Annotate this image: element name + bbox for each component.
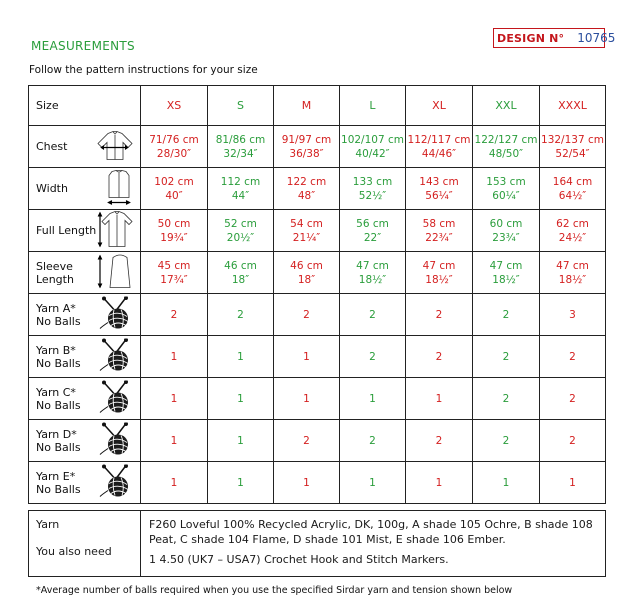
value-line: 2: [303, 308, 310, 321]
value-line: 58 cm: [422, 217, 456, 230]
table-row: [29, 210, 606, 252]
value-cell-m: [274, 126, 340, 168]
table-row: [29, 336, 606, 378]
row-label: Chest: [36, 140, 68, 153]
value-cell-xxl: [473, 168, 540, 210]
value-cell-s: [208, 210, 274, 252]
value-line: 2: [435, 308, 443, 321]
value-cell-m: [274, 294, 340, 336]
value-cell-xxxl: [540, 210, 606, 252]
page-title: MEASUREMENTS: [31, 39, 135, 53]
value-cell-xl: [406, 462, 473, 504]
yarn-ball-icon: [98, 464, 134, 501]
value-line: 18″: [297, 273, 316, 286]
value-cell-m: [274, 420, 340, 462]
value-cell-xl: [406, 168, 473, 210]
table-row: [29, 168, 606, 210]
value-line: 44″: [231, 189, 250, 202]
table-row: [29, 126, 606, 168]
value-cell-xl: [406, 420, 473, 462]
value-line: 122 cm: [286, 175, 327, 188]
row-label: Yarn C* No Balls: [36, 385, 81, 412]
value-line: 47 cm: [489, 259, 523, 272]
row-label: Width: [36, 182, 68, 195]
design-number-box: [493, 28, 616, 48]
value-line: 1: [435, 392, 443, 405]
value-line: 1: [569, 476, 576, 489]
footnote: *Average number of balls required when you use the specified Sirdar yarn and tension shown below: [36, 585, 513, 596]
value-cell-s: [208, 252, 274, 294]
value-line: 44/46″: [421, 147, 457, 160]
value-line: 133 cm: [352, 175, 393, 188]
value-line: 22¾″: [425, 231, 453, 244]
also-need-description: 1 4.50 (UK7 – USA7) Crochet Hook and Stitch Markers.: [149, 553, 449, 566]
value-line: 18½″: [358, 273, 387, 286]
value-line: 102 cm: [154, 175, 194, 188]
row-label-cell: [29, 336, 141, 378]
value-cell-xxxl: [540, 294, 606, 336]
value-cell-xl: [406, 210, 473, 252]
table-row: [29, 294, 606, 336]
value-cell-xxl: [473, 378, 540, 420]
value-line: 153 cm: [486, 175, 526, 188]
row-label-cell: [29, 420, 141, 462]
value-line: 2: [569, 392, 576, 405]
value-line: 54 cm: [290, 217, 323, 230]
value-line: 62 cm: [556, 217, 589, 230]
value-cell-l: [340, 126, 406, 168]
value-line: 2: [502, 350, 510, 363]
value-line: 2: [369, 308, 376, 321]
table-row: [29, 252, 606, 294]
value-cell-m: [274, 462, 340, 504]
value-line: 18½″: [558, 273, 587, 286]
size-header-xl: XL: [406, 86, 473, 126]
yarn-label: Yarn: [36, 518, 60, 531]
value-line: 20½″: [226, 231, 255, 244]
value-cell-xxxl: [540, 420, 606, 462]
row-label: Yarn B* No Balls: [36, 343, 81, 370]
value-line: 52/54″: [555, 147, 590, 160]
table-row: [29, 420, 606, 462]
row-label-cell: [29, 294, 141, 336]
value-cell-s: [208, 168, 274, 210]
table-row: [29, 378, 606, 420]
value-line: 1: [435, 476, 443, 489]
value-line: 71/76 cm: [149, 133, 199, 146]
value-cell-xxl: [473, 336, 540, 378]
value-line: 1: [170, 392, 178, 405]
value-line: 81/86 cm: [215, 133, 266, 146]
value-line: 2: [369, 350, 376, 363]
value-cell-xl: [406, 378, 473, 420]
value-line: 48/50″: [488, 147, 524, 160]
value-cell-s: [208, 294, 274, 336]
width-measure-icon: [104, 169, 134, 208]
value-line: 45 cm: [157, 259, 191, 272]
value-cell-xs: [141, 420, 208, 462]
value-line: 1: [237, 350, 244, 363]
size-header-row: [29, 86, 606, 126]
row-label-cell: [29, 462, 141, 504]
value-cell-xs: [141, 336, 208, 378]
value-cell-s: [208, 378, 274, 420]
value-cell-xxl: [473, 294, 540, 336]
value-cell-s: [208, 336, 274, 378]
design-label: DESIGN N°: [497, 31, 565, 45]
yarn-info-text: [141, 511, 606, 577]
value-cell-xxxl: [540, 126, 606, 168]
value-line: 1: [369, 476, 376, 489]
value-line: 24½″: [558, 231, 587, 244]
value-line: 21¼″: [292, 231, 321, 244]
value-cell-m: [274, 168, 340, 210]
value-line: 2: [569, 350, 576, 363]
value-line: 19¾″: [160, 231, 188, 244]
row-label: Yarn D* No Balls: [36, 427, 81, 454]
value-line: 56 cm: [356, 217, 389, 230]
value-cell-xs: [141, 462, 208, 504]
size-header-label: Size: [29, 86, 141, 126]
value-line: 60¼″: [492, 189, 520, 202]
value-line: 1: [170, 476, 178, 489]
value-line: 2: [502, 392, 510, 405]
value-line: 1: [170, 434, 178, 447]
value-cell-xxxl: [540, 252, 606, 294]
value-line: 17¾″: [160, 273, 188, 286]
value-cell-xl: [406, 294, 473, 336]
page-subtitle: Follow the pattern instructions for your size: [29, 64, 258, 76]
row-label-cell: [29, 126, 141, 168]
value-line: 47 cm: [422, 259, 456, 272]
value-cell-l: [340, 168, 406, 210]
length-measure-icon: [96, 210, 134, 251]
value-line: 1: [303, 392, 310, 405]
row-label: Sleeve Length: [36, 259, 74, 286]
value-line: 46 cm: [224, 259, 257, 272]
yarn-ball-icon: [98, 422, 134, 459]
value-cell-xxxl: [540, 378, 606, 420]
size-header-xxxl: XXXL: [540, 86, 606, 126]
value-line: 2: [569, 434, 576, 447]
value-cell-xs: [141, 252, 208, 294]
value-line: 1: [237, 392, 244, 405]
value-line: 56¼″: [425, 189, 453, 202]
value-cell-xs: [141, 168, 208, 210]
value-line: 18½″: [425, 273, 453, 286]
value-cell-l: [340, 378, 406, 420]
row-label-cell: [29, 168, 141, 210]
row-label-cell: [29, 252, 141, 294]
value-line: 1: [369, 392, 376, 405]
value-line: 2: [170, 308, 178, 321]
measurements-table: [28, 85, 606, 504]
value-cell-m: [274, 252, 340, 294]
value-line: 18″: [231, 273, 250, 286]
value-cell-l: [340, 294, 406, 336]
value-line: 2: [502, 308, 510, 321]
value-line: 23¾″: [492, 231, 520, 244]
value-line: 50 cm: [157, 217, 191, 230]
design-number: 10765: [577, 31, 616, 45]
value-cell-l: [340, 210, 406, 252]
value-line: 52 cm: [224, 217, 257, 230]
value-cell-xxl: [473, 420, 540, 462]
value-cell-xl: [406, 126, 473, 168]
size-header-xs: XS: [141, 86, 208, 126]
value-line: 3: [569, 308, 576, 321]
value-line: 2: [435, 350, 443, 363]
value-cell-xs: [141, 210, 208, 252]
value-line: 122/127 cm: [474, 133, 538, 146]
value-line: 143 cm: [419, 175, 459, 188]
value-cell-xs: [141, 126, 208, 168]
value-cell-xxl: [473, 126, 540, 168]
value-cell-l: [340, 336, 406, 378]
value-line: 164 cm: [552, 175, 593, 188]
row-label: Yarn A* No Balls: [36, 301, 81, 328]
yarn-info-table: [28, 510, 606, 577]
value-line: 36/38″: [289, 147, 324, 160]
value-line: 40″: [165, 189, 183, 202]
row-label-cell: [29, 210, 141, 252]
value-cell-s: [208, 126, 274, 168]
value-line: 48″: [297, 189, 316, 202]
value-cell-s: [208, 462, 274, 504]
value-line: 102/107 cm: [341, 133, 404, 146]
value-line: 2: [502, 434, 510, 447]
row-label: Yarn E* No Balls: [36, 469, 81, 496]
value-line: 28/30″: [156, 147, 192, 160]
value-line: 22″: [363, 231, 382, 244]
value-line: 1: [303, 350, 310, 363]
value-line: 47 cm: [356, 259, 389, 272]
size-header-s: S: [208, 86, 274, 126]
value-cell-xxl: [473, 210, 540, 252]
value-cell-m: [274, 336, 340, 378]
size-header-m: M: [274, 86, 340, 126]
value-line: 32/34″: [223, 147, 258, 160]
value-cell-l: [340, 462, 406, 504]
value-cell-xxl: [473, 462, 540, 504]
value-line: 46 cm: [290, 259, 323, 272]
value-line: 2: [369, 434, 376, 447]
value-cell-s: [208, 420, 274, 462]
value-line: 91/97 cm: [281, 133, 332, 146]
value-line: 47 cm: [556, 259, 589, 272]
value-cell-l: [340, 420, 406, 462]
value-cell-xl: [406, 252, 473, 294]
row-label-cell: [29, 378, 141, 420]
chest-measure-icon: [96, 130, 134, 163]
yarn-ball-icon: [98, 380, 134, 417]
also-need-label: You also need: [36, 545, 112, 558]
value-line: 2: [303, 434, 310, 447]
value-line: 1: [237, 476, 244, 489]
size-header-xxl: XXL: [473, 86, 540, 126]
table-row: [29, 462, 606, 504]
value-line: 132/137 cm: [541, 133, 604, 146]
size-header-l: L: [340, 86, 406, 126]
value-line: 2: [237, 308, 244, 321]
value-cell-l: [340, 252, 406, 294]
value-line: 1: [502, 476, 510, 489]
value-line: 60 cm: [489, 217, 523, 230]
value-line: 1: [237, 434, 244, 447]
sleeve-measure-icon: [96, 251, 134, 294]
value-line: 112 cm: [220, 175, 261, 188]
value-cell-xxxl: [540, 462, 606, 504]
value-cell-xxl: [473, 252, 540, 294]
value-cell-xs: [141, 294, 208, 336]
yarn-description: F260 Loveful 100% Recycled Acrylic, DK, 100g, A shade 105 Ochre, B shade 108 Peat, C shade 104 Flame, D shade 101 Mist, E shade 106 Ember.: [149, 518, 593, 546]
value-cell-xxxl: [540, 168, 606, 210]
value-cell-xs: [141, 378, 208, 420]
value-line: 40/42″: [355, 147, 390, 160]
value-line: 2: [435, 434, 443, 447]
yarn-ball-icon: [98, 338, 134, 375]
value-cell-m: [274, 378, 340, 420]
yarn-info-labels: [29, 511, 141, 577]
value-line: 64½″: [558, 189, 587, 202]
value-line: 112/117 cm: [407, 133, 471, 146]
value-cell-xxxl: [540, 336, 606, 378]
value-line: 52½″: [358, 189, 387, 202]
value-cell-xl: [406, 336, 473, 378]
value-line: 1: [170, 350, 178, 363]
value-line: 18½″: [492, 273, 520, 286]
value-cell-m: [274, 210, 340, 252]
row-label: Full Length: [36, 224, 97, 237]
value-line: 1: [303, 476, 310, 489]
yarn-ball-icon: [98, 296, 134, 333]
